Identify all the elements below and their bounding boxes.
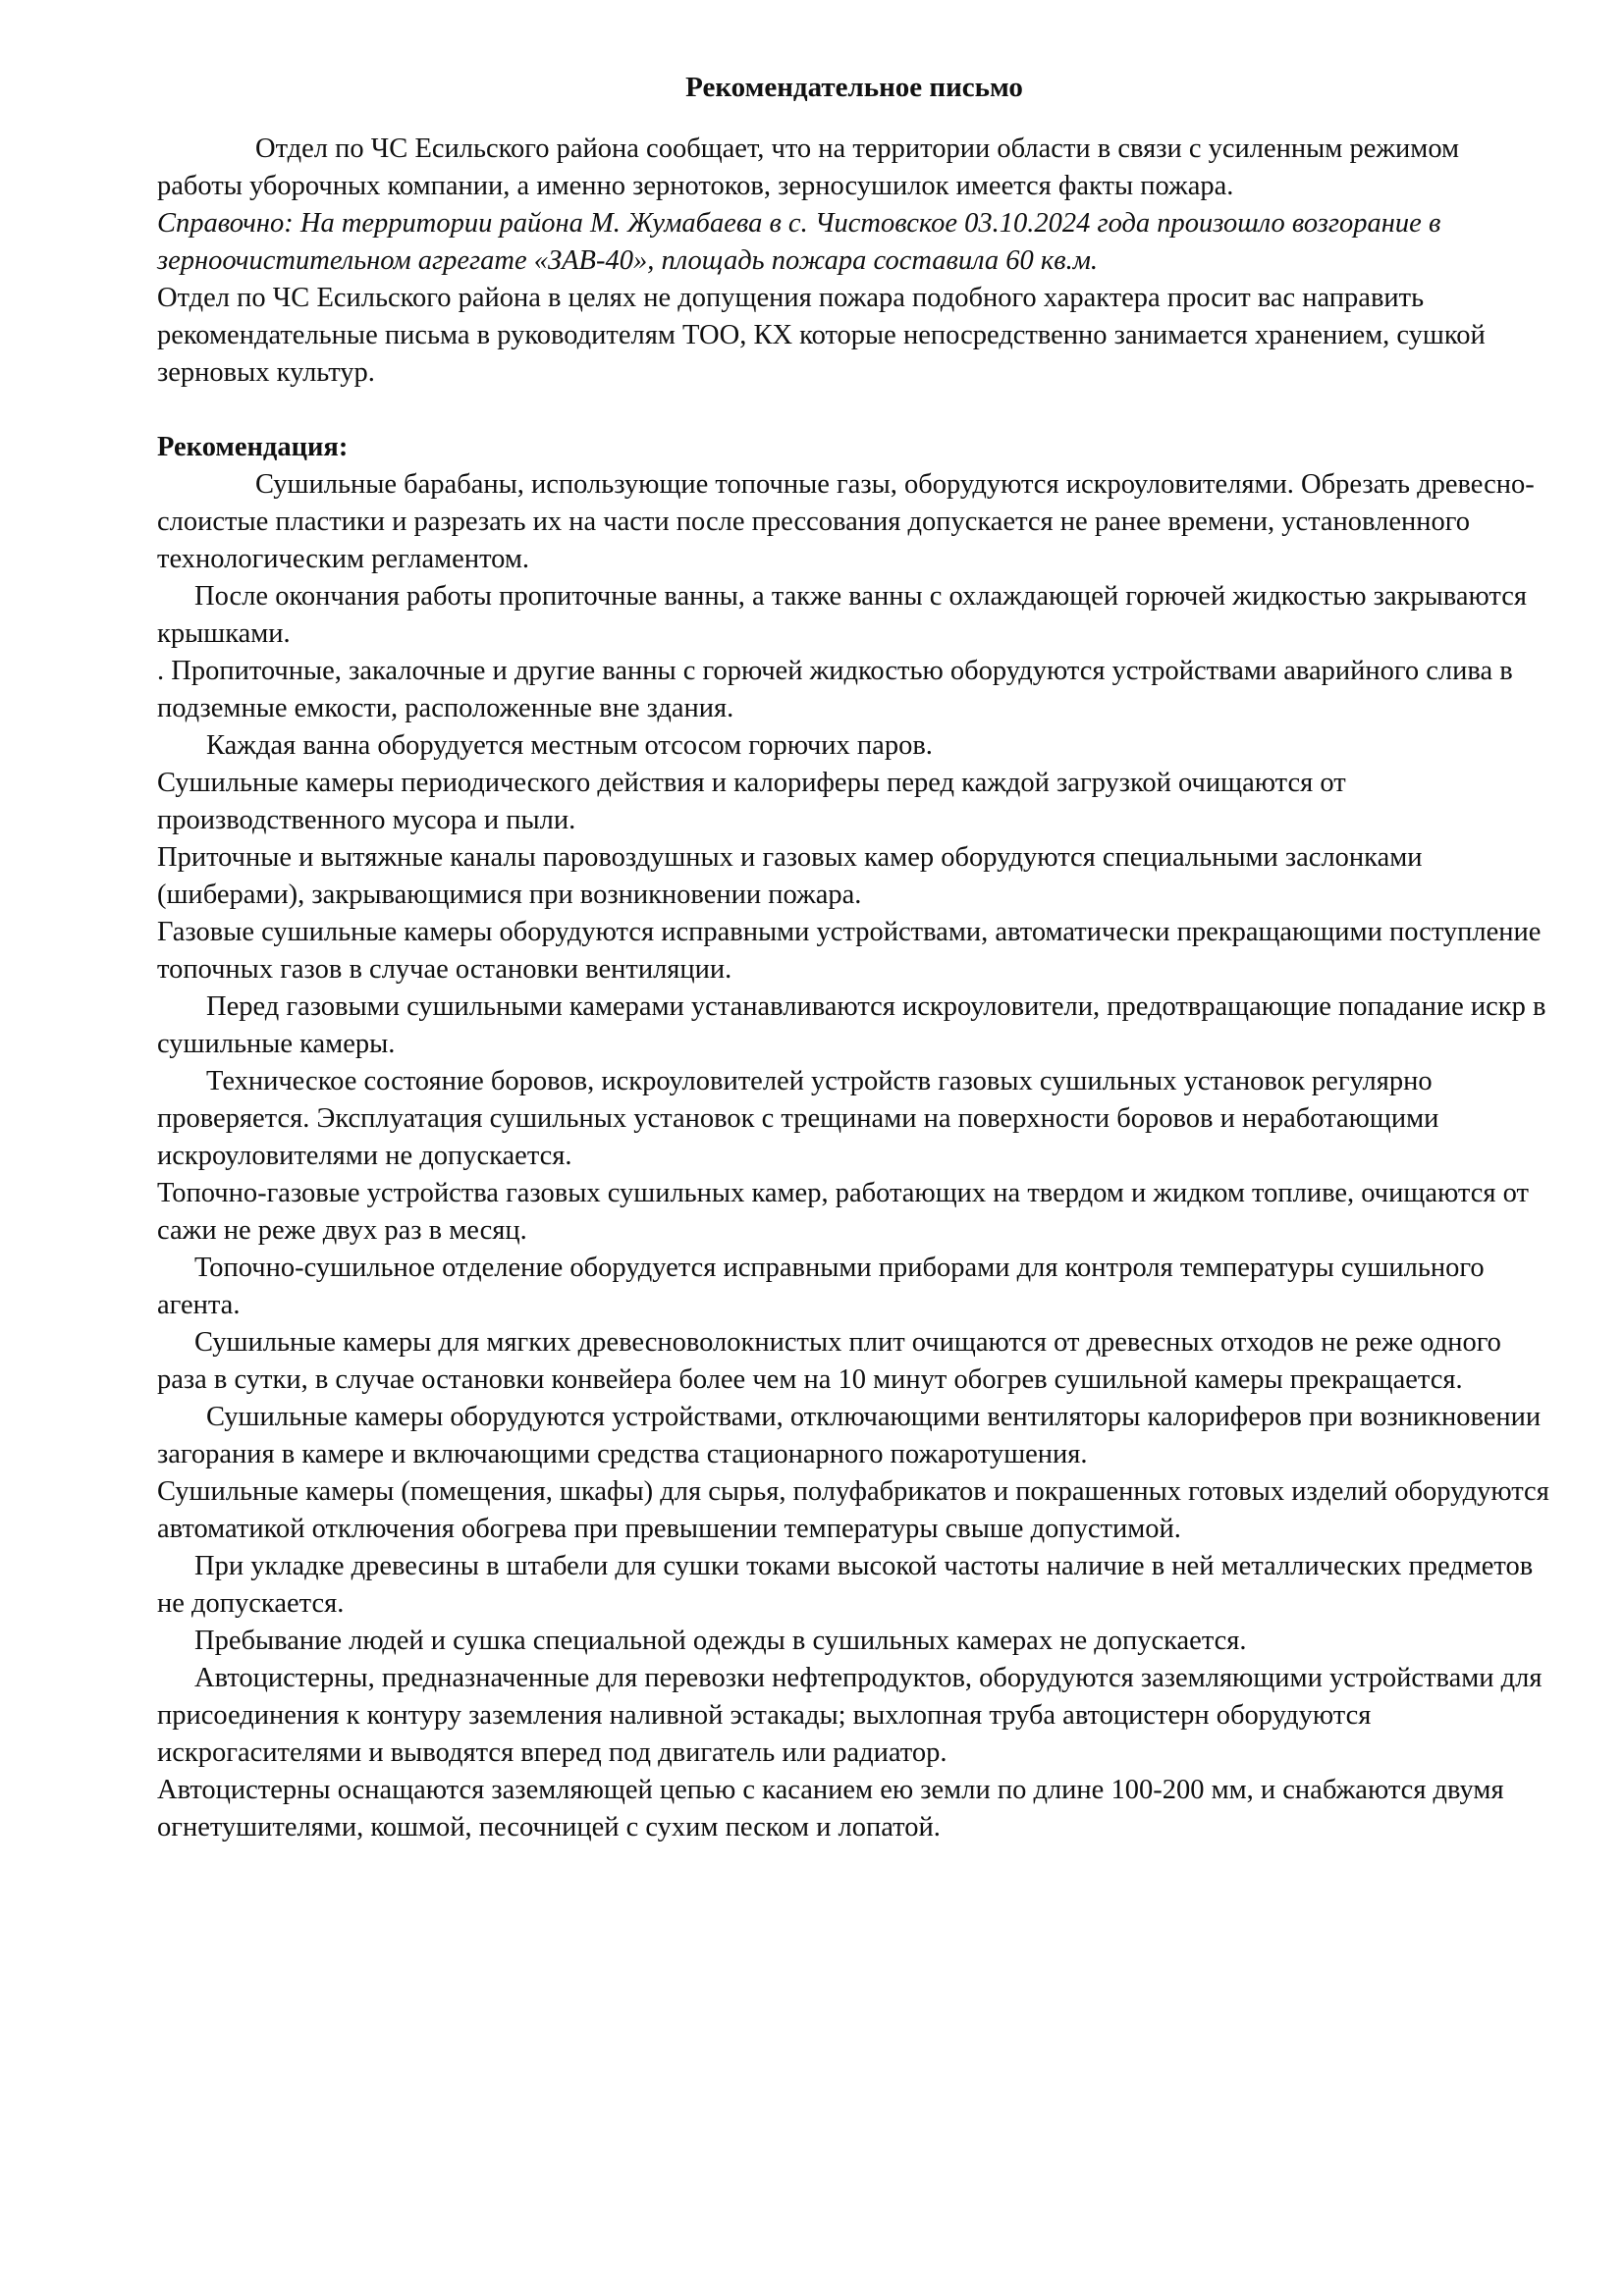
recommendation-item: После окончания работы пропиточные ванны, а также ванны с охлаждающей горючей жидкостью закрываются крышками.: [157, 581, 1527, 649]
recommendation-item: Сушильные камеры (помещения, шкафы) для сырья, полуфабрикатов и покрашенных готовых изделий оборудуются автоматикой отключения обогрева при превышении температуры свыше допустимой.: [157, 1476, 1549, 1544]
recommendation-item: Сушильные камеры периодического действия и калориферы перед каждой загрузкой очищаются от производственного мусора и пыли.: [157, 768, 1346, 835]
reference-note: Справочно: На территории района М. Жумабаева в с. Чистовское 03.10.2024 года произошло возгорание в зерноочистительном агрегате «ЗАВ-40», площадь пожара составила 60 кв.м.: [157, 208, 1441, 276]
recommendation-item: Каждая ванна оборудуется местным отсосом горючих паров.: [206, 730, 933, 761]
recommendation-item: Перед газовыми сушильными камерами устанавливаются искроуловители, предотвращающие попадание искр в сушильные камеры.: [157, 991, 1546, 1059]
recommendation-item: Техническое состояние боровов, искроуловителей устройств газовых сушильных установок регулярно проверяется. Эксплуатация сушильных установок с трещинами на поверхности боровов и неработающими искроуловителями не допускается.: [157, 1066, 1439, 1171]
recommendation-item: Топочно-сушильное отделение оборудуется исправными приборами для контроля температуры сушильного агента.: [157, 1253, 1485, 1320]
recommendation-item: . Пропиточные, закалочные и другие ванны с горючей жидкостью оборудуются устройствами аварийного слива в подземные емкости, расположенные вне здания.: [157, 656, 1513, 723]
recommendation-item: При укладке древесины в штабели для сушки токами высокой частоты наличие в ней металлических предметов не допускается.: [157, 1551, 1534, 1619]
recommendation-item: Пребывание людей и сушка специальной одежды в сушильных камерах не допускается.: [194, 1626, 1247, 1656]
recommendation-item: Топочно-газовые устройства газовых сушильных камер, работающих на твердом и жидком топливе, очищаются от сажи не реже двух раз в месяц.: [157, 1178, 1529, 1246]
recommendation-item: Сушильные барабаны, использующие топочные газы, оборудуются искроуловителями. Обрезать древесно-слоистые пластики и разрезать их на части после прессования допускается не ранее времени, установленного технологическим регламентом.: [157, 469, 1535, 574]
recommendation-heading: Рекомендация:: [157, 432, 349, 462]
recommendation-item: Сушильные камеры оборудуются устройствами, отключающими вентиляторы калориферов при возникновении загорания в камере и включающими средства стационарного пожаротушения.: [157, 1402, 1542, 1469]
recommendation-item: Автоцистерны, предназначенные для перевозки нефтепродуктов, оборудуются заземляющими устройствами для присоединения к контуру заземления наливной эстакады; выхлопная труба автоцистерн оборудуются искрогасителями и выводятся вперед под двигатель или радиатор.: [157, 1663, 1543, 1768]
document-body: [157, 69, 1551, 1846]
recommendation-item: Газовые сушильные камеры оборудуются исправными устройствами, автоматически прекращающими поступление топочных газов в случае остановки вентиляции.: [157, 917, 1542, 985]
document-title: Рекомендательное письмо: [685, 72, 1023, 103]
intro-paragraph: Отдел по ЧС Есильского района сообщает, что на территории области в связи с усиленным режимом работы уборочных компании, а именно зернотоков, зерносушилок имеется факты пожара.: [157, 133, 1460, 201]
recommendation-item: Автоцистерны оснащаются заземляющей цепью с касанием ею земли по длине 100-200 мм, и снабжаются двумя огнетушителями, кошмой, песочницей с сухим песком и лопатой.: [157, 1775, 1504, 1842]
request-paragraph: Отдел по ЧС Есильского района в целях не допущения пожара подобного характера просит вас направить рекомендательные письма в руководителям ТОО, КХ которые непосредственно занимается хранением, сушкой зерновых культур.: [157, 283, 1486, 388]
recommendation-item: Сушильные камеры для мягких древесноволокнистых плит очищаются от древесных отходов не реже одного раза в сутки, в случае остановки конвейера более чем на 10 минут обогрев сушильной камеры прекращается.: [157, 1327, 1501, 1395]
recommendation-item: Приточные и вытяжные каналы паровоздушных и газовых камер оборудуются специальными заслонками (шиберами), закрывающимися при возникновении пожара.: [157, 842, 1423, 910]
